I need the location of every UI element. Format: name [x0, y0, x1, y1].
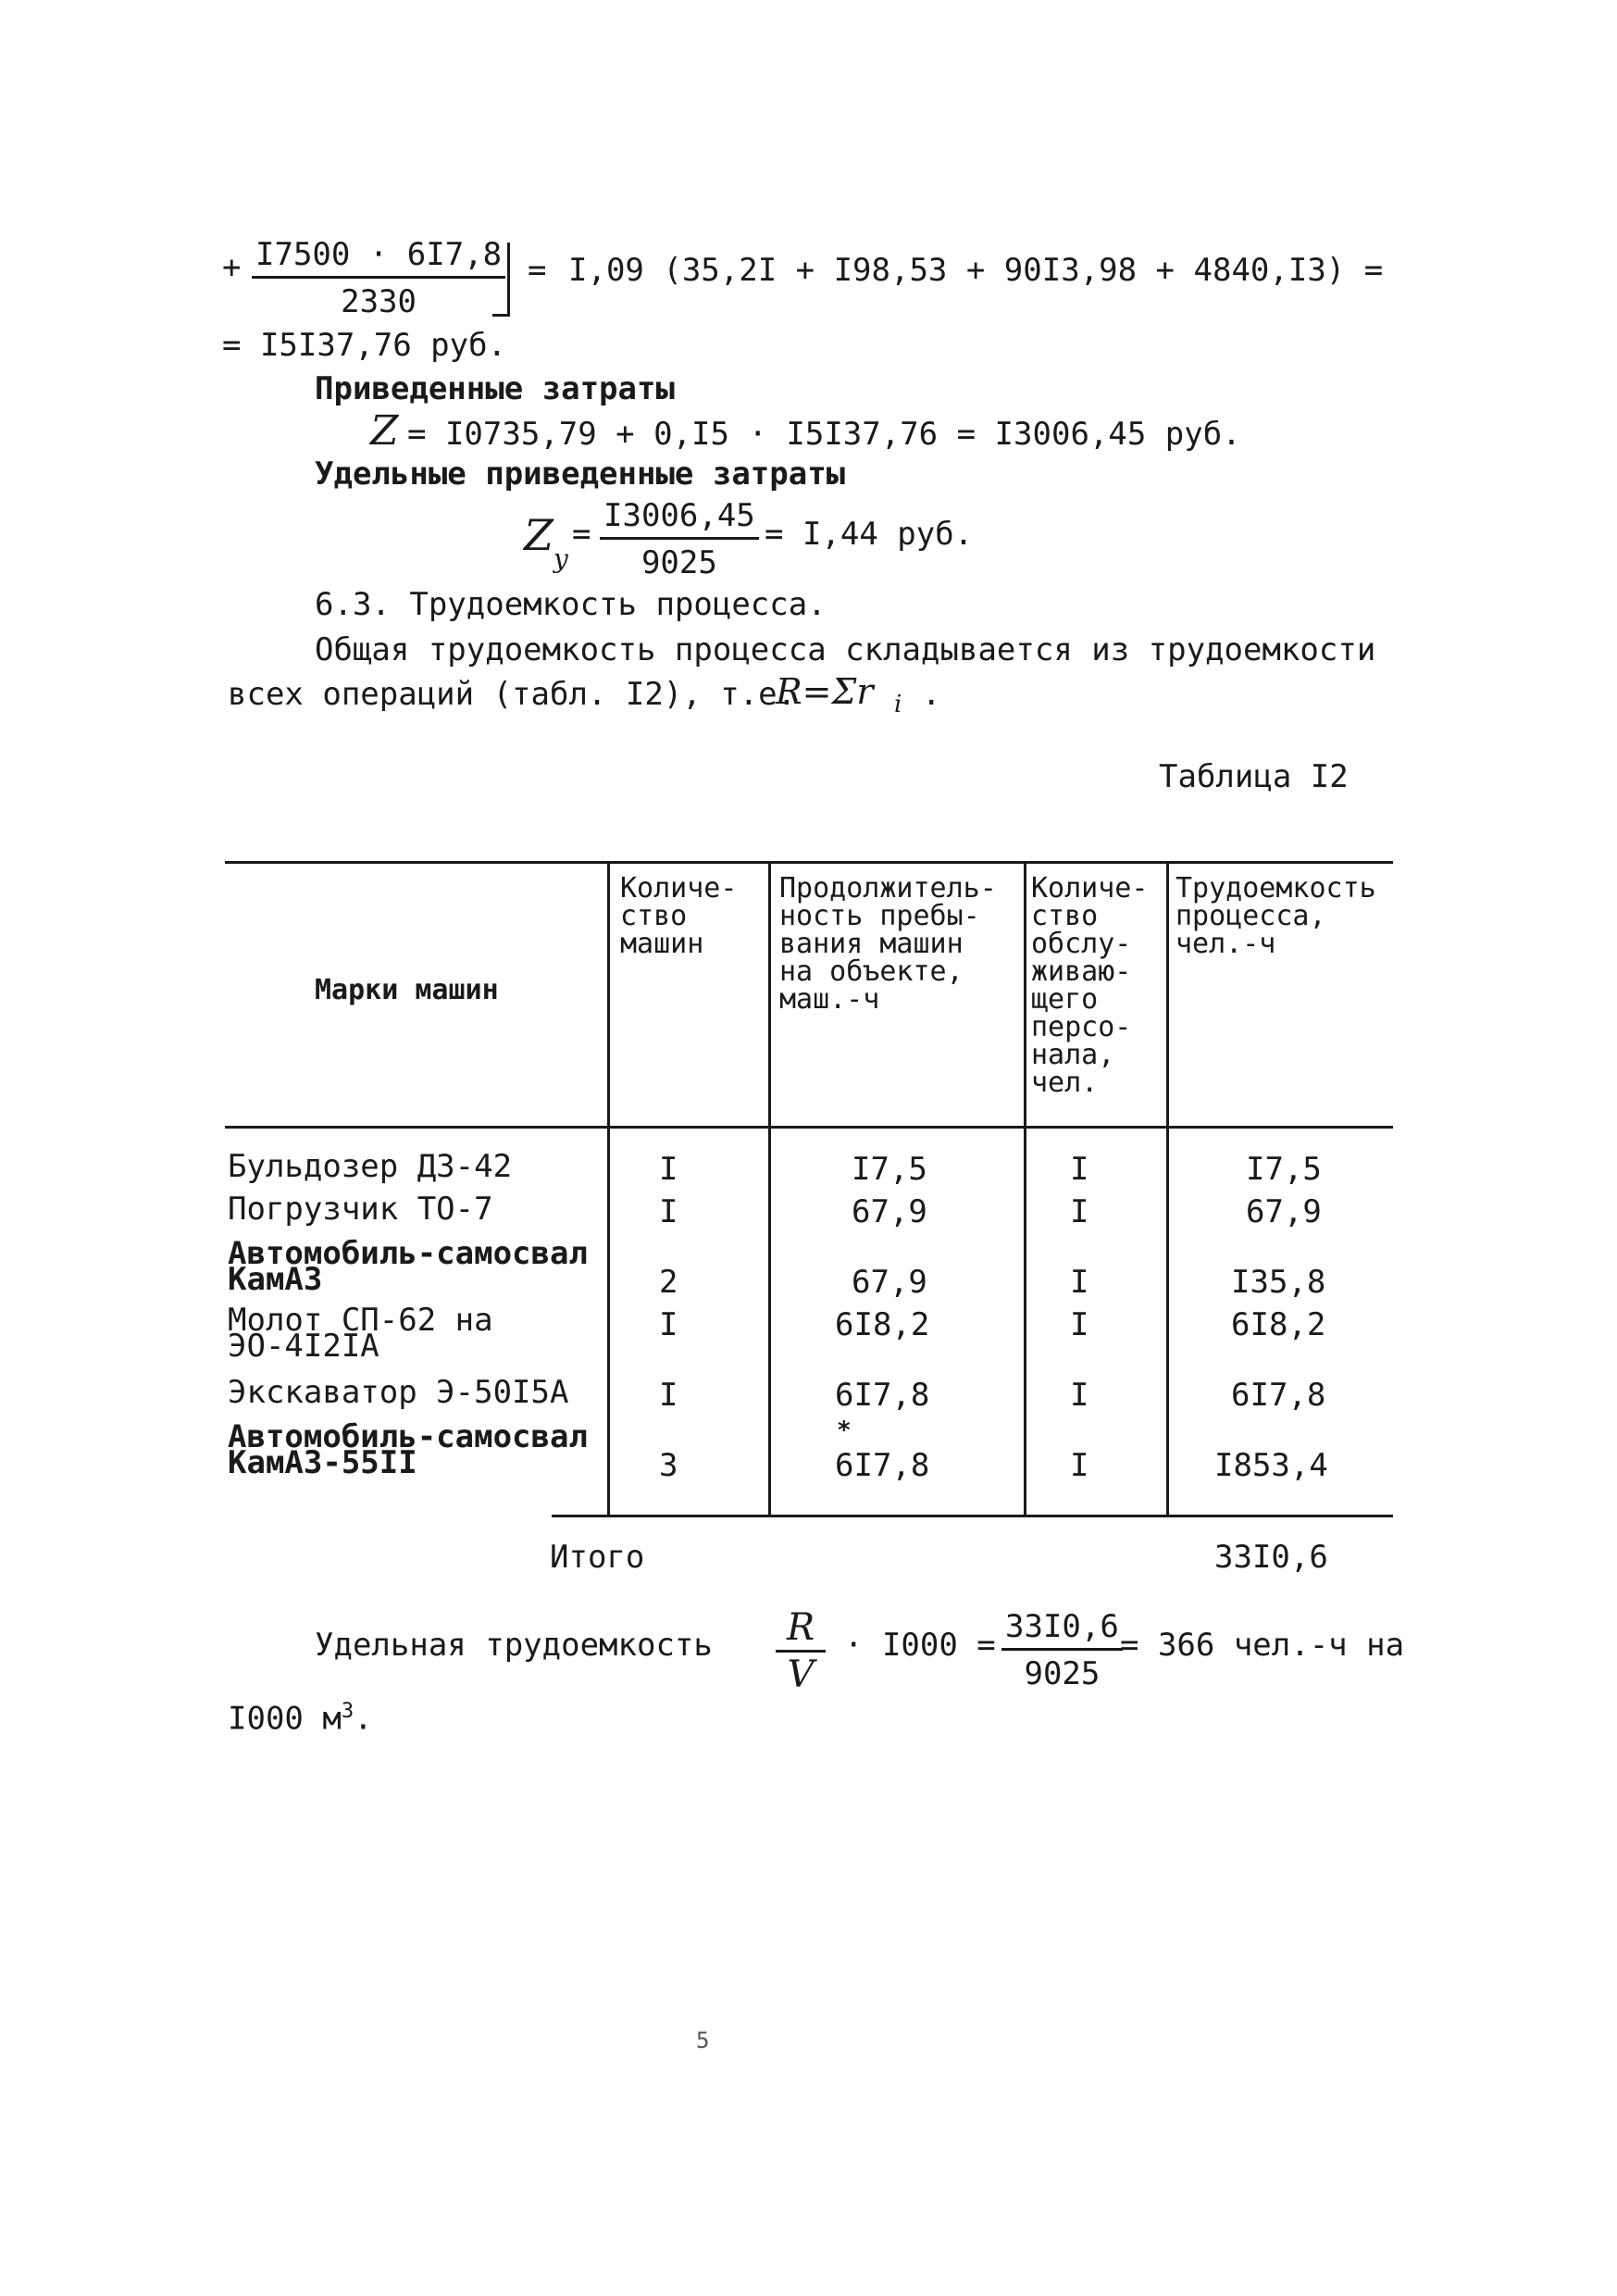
- specific-labor-line-2: [228, 1700, 373, 1738]
- specific-costs-result: = I,44 руб.: [765, 516, 974, 553]
- table-row-1-name: Бульдозер ДЗ-42: [228, 1148, 513, 1185]
- specific-costs-symbol: Z: [524, 510, 554, 560]
- table-top-rule: [225, 861, 1393, 864]
- header-machine-brands: Марки машин: [315, 974, 499, 1006]
- total-value: 33I0,6: [1214, 1539, 1328, 1576]
- specific-costs-fraction: [600, 497, 759, 581]
- reduced-costs-formula: = I0735,79 + 0,I5 · I5I37,76 = I3006,45 руб.: [407, 416, 1241, 453]
- table-row-2-count: I: [659, 1193, 678, 1230]
- specific-costs-numerator: I3006,45: [600, 500, 759, 540]
- specific-labor-mult: · I000 =: [844, 1627, 996, 1664]
- section-title: 6.3. Трудоемкость процесса.: [315, 586, 827, 623]
- table-row-4-count: I: [659, 1306, 678, 1343]
- table-row-5-staff: I: [1070, 1377, 1089, 1414]
- table-row-1-staff: I: [1070, 1151, 1089, 1188]
- table-row-6-staff: I: [1070, 1447, 1089, 1484]
- specific-costs-subscript: у: [554, 543, 569, 574]
- reduced-costs-heading: Приведенные затраты: [315, 370, 675, 407]
- table-row-5-count: I: [659, 1377, 678, 1414]
- reduced-costs-symbol: Z: [370, 407, 399, 455]
- table-row-4-labor: 6I8,2: [1231, 1306, 1326, 1343]
- table-row-3-hours: 67,9: [852, 1264, 927, 1301]
- paragraph-formula: R=Σr: [776, 671, 874, 712]
- table-row-3-staff: I: [1070, 1264, 1089, 1301]
- table-row-1-count: I: [659, 1151, 678, 1188]
- table-col-divider-3: [1024, 861, 1026, 1516]
- paragraph-line-1: Общая трудоемкость процесса складывается из трудоемкости: [315, 631, 1376, 668]
- rv-numerator: R: [776, 1609, 826, 1653]
- table-row-1-hours: I7,5: [852, 1151, 927, 1188]
- specific-labor-unit: I000 м: [228, 1700, 342, 1738]
- table-header-rule: [225, 1126, 1393, 1129]
- specific-labor-label: Удельная трудоемкость: [315, 1627, 713, 1664]
- formula-1-equals: =: [528, 252, 547, 289]
- paragraph-end: .: [922, 676, 941, 713]
- specific-costs-heading: Удельные приведенные затраты: [315, 455, 846, 493]
- header-labor: Трудоемкость процесса, чел.-ч: [1175, 872, 1376, 960]
- table-row-6-labor: I853,4: [1214, 1447, 1328, 1484]
- table-row-4-staff: I: [1070, 1306, 1089, 1343]
- table-row-2-staff: I: [1070, 1193, 1089, 1230]
- table-row-3-labor: I35,8: [1231, 1264, 1326, 1301]
- table-row-6-count: 3: [659, 1447, 678, 1484]
- table-row-2-name: Погрузчик ТО-7: [228, 1191, 493, 1228]
- paragraph-line-2: всех операций (табл. I2), т.е.: [228, 676, 797, 713]
- specific-labor-result: = 366 чел.-ч на: [1120, 1627, 1405, 1664]
- table-row-5-hours: 6I7,8: [835, 1377, 930, 1414]
- table-col-divider-1: [607, 861, 610, 1516]
- table-bottom-rule: [552, 1515, 1393, 1517]
- specific-labor-numerator: 33I0,6: [1001, 1611, 1123, 1651]
- specific-costs-denominator: 9025: [641, 544, 717, 581]
- rv-fraction: [776, 1606, 826, 1696]
- table-row-4-name: Молот СП-62 на ЭО-4I2IА: [228, 1302, 493, 1365]
- specific-labor-sup: 3: [341, 1700, 354, 1723]
- table-row-4-hours: 6I8,2: [835, 1306, 930, 1343]
- page-number: 5: [696, 2028, 710, 2053]
- fraction-1: [252, 236, 505, 320]
- table-row-1-labor: I7,5: [1246, 1151, 1322, 1188]
- specific-labor-fraction: [1001, 1608, 1123, 1692]
- table-row-6-hours: 6I7,8: [835, 1447, 930, 1484]
- asterisk-mark: *: [837, 1416, 852, 1444]
- table-col-divider-4: [1166, 861, 1169, 1516]
- table-caption: Таблица I2: [1159, 758, 1349, 795]
- header-machine-count: Количе- ство машин: [620, 872, 738, 960]
- table-row-6-name: Автомобиль-самосвал КамАЗ-55II: [228, 1418, 588, 1481]
- rv-denominator: V: [787, 1653, 815, 1696]
- table-row-5-name: Экскаватор Э-50I5А: [228, 1374, 569, 1411]
- table-col-divider-2: [768, 861, 771, 1516]
- table-row-2-hours: 67,9: [852, 1193, 927, 1230]
- bracket-line: [507, 243, 510, 317]
- table-row-5-labor: 6I7,8: [1231, 1377, 1326, 1414]
- table-row-3-name: Автомобиль-самосвал КамАЗ: [228, 1235, 588, 1298]
- total-label: Итого: [550, 1539, 645, 1576]
- formula-1-expression: I,09 (35,2I + I98,53 + 90I3,98 + 4840,I3) =: [568, 252, 1384, 289]
- specific-labor-end: .: [354, 1700, 373, 1738]
- table-row-3-count: 2: [659, 1264, 678, 1301]
- plus-sign: +: [222, 249, 242, 286]
- specific-labor-denominator: 9025: [1024, 1655, 1101, 1692]
- fraction-1-denominator: 2330: [341, 283, 417, 320]
- header-duration: Продолжитель- ность пребы- вания машин на объекте, маш.-ч: [779, 872, 997, 1016]
- fraction-1-numerator: I7500 · 6I7,8: [252, 239, 505, 279]
- paragraph-formula-subscript: i: [894, 691, 902, 718]
- bracket-foot: [492, 314, 510, 317]
- table-row-2-labor: 67,9: [1246, 1193, 1322, 1230]
- formula-1-result: = I5I37,76 руб.: [222, 327, 507, 364]
- header-staff-count: Количе- ство обслу- живаю- щего персо- нала, чел.: [1031, 872, 1149, 1099]
- specific-costs-equals: =: [572, 516, 591, 553]
